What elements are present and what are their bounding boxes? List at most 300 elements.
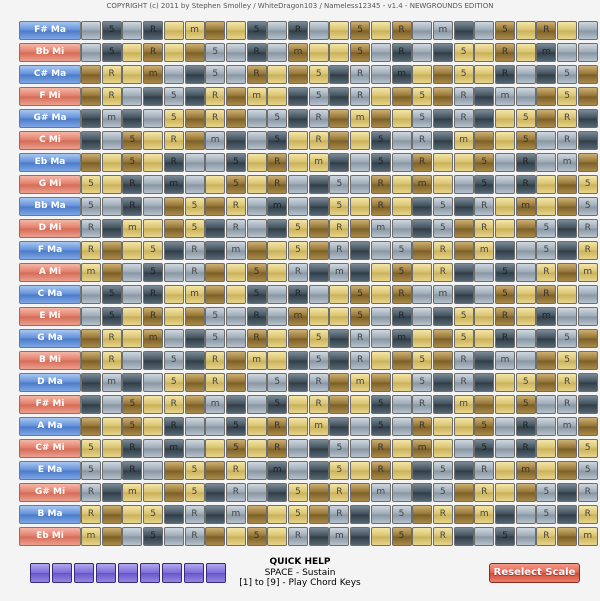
note-tile[interactable]: R xyxy=(309,131,329,150)
note-tile[interactable] xyxy=(371,21,391,40)
note-tile[interactable]: R xyxy=(143,285,163,304)
note-tile[interactable] xyxy=(433,395,453,414)
note-tile[interactable] xyxy=(102,417,122,436)
note-tile[interactable]: R xyxy=(412,131,432,150)
note-tile[interactable] xyxy=(392,153,412,172)
note-tile[interactable] xyxy=(350,263,370,282)
note-tile[interactable] xyxy=(392,109,412,128)
note-tile[interactable] xyxy=(557,263,577,282)
note-tile[interactable] xyxy=(433,307,453,326)
note-tile[interactable]: 5 xyxy=(267,373,287,392)
chord-row-label[interactable]: E Mi xyxy=(19,307,81,326)
note-tile[interactable]: m xyxy=(143,329,163,348)
note-tile[interactable] xyxy=(578,21,598,40)
note-tile[interactable] xyxy=(102,153,122,172)
note-tile[interactable]: R xyxy=(81,483,101,502)
note-tile[interactable] xyxy=(205,263,225,282)
note-tile[interactable]: m xyxy=(392,329,412,348)
note-tile[interactable] xyxy=(392,175,412,194)
note-tile[interactable] xyxy=(433,373,453,392)
note-tile[interactable]: 5 xyxy=(164,351,184,370)
note-tile[interactable] xyxy=(371,373,391,392)
note-tile[interactable] xyxy=(454,439,474,458)
note-tile[interactable]: R xyxy=(329,219,349,238)
chord-key-5[interactable] xyxy=(118,563,138,583)
note-tile[interactable] xyxy=(516,285,536,304)
note-tile[interactable]: R xyxy=(185,527,205,546)
note-tile[interactable] xyxy=(309,197,329,216)
note-tile[interactable] xyxy=(288,197,308,216)
note-tile[interactable]: R xyxy=(102,65,122,84)
note-tile[interactable] xyxy=(557,21,577,40)
note-tile[interactable] xyxy=(164,43,184,62)
note-tile[interactable] xyxy=(143,87,163,106)
chord-row-label[interactable]: A Mi xyxy=(19,263,81,282)
note-tile[interactable] xyxy=(205,285,225,304)
note-tile[interactable] xyxy=(288,131,308,150)
note-tile[interactable]: R xyxy=(309,373,329,392)
note-tile[interactable] xyxy=(122,307,142,326)
note-tile[interactable] xyxy=(371,43,391,62)
note-tile[interactable]: R xyxy=(536,527,556,546)
note-tile[interactable]: 5 xyxy=(329,197,349,216)
note-tile[interactable] xyxy=(267,483,287,502)
note-tile[interactable] xyxy=(102,527,122,546)
note-tile[interactable] xyxy=(392,395,412,414)
note-tile[interactable] xyxy=(433,329,453,348)
note-tile[interactable]: m xyxy=(454,395,474,414)
note-tile[interactable] xyxy=(371,329,391,348)
note-tile[interactable] xyxy=(205,197,225,216)
note-tile[interactable]: R xyxy=(578,505,598,524)
note-tile[interactable] xyxy=(578,109,598,128)
note-tile[interactable]: 5 xyxy=(164,87,184,106)
note-tile[interactable] xyxy=(288,65,308,84)
note-tile[interactable]: R xyxy=(350,351,370,370)
note-tile[interactable]: m xyxy=(288,307,308,326)
note-tile[interactable]: 5 xyxy=(205,65,225,84)
chord-row-label[interactable]: C# Mi xyxy=(19,439,81,458)
note-tile[interactable] xyxy=(267,505,287,524)
note-tile[interactable] xyxy=(309,439,329,458)
note-tile[interactable] xyxy=(557,175,577,194)
note-tile[interactable] xyxy=(185,87,205,106)
note-tile[interactable] xyxy=(578,329,598,348)
note-tile[interactable]: R xyxy=(371,461,391,480)
note-tile[interactable]: 5 xyxy=(516,395,536,414)
note-tile[interactable] xyxy=(102,439,122,458)
note-tile[interactable] xyxy=(350,461,370,480)
note-tile[interactable] xyxy=(495,175,515,194)
note-tile[interactable] xyxy=(454,197,474,216)
note-tile[interactable] xyxy=(267,65,287,84)
note-tile[interactable]: 5 xyxy=(288,505,308,524)
note-tile[interactable]: 5 xyxy=(371,153,391,172)
note-tile[interactable] xyxy=(143,175,163,194)
note-tile[interactable]: m xyxy=(205,131,225,150)
note-tile[interactable] xyxy=(247,153,267,172)
note-tile[interactable] xyxy=(122,21,142,40)
note-tile[interactable]: m xyxy=(557,417,577,436)
note-tile[interactable]: R xyxy=(454,373,474,392)
note-tile[interactable] xyxy=(309,461,329,480)
note-tile[interactable]: 5 xyxy=(454,43,474,62)
note-tile[interactable] xyxy=(164,307,184,326)
note-tile[interactable] xyxy=(288,373,308,392)
note-tile[interactable] xyxy=(371,263,391,282)
note-tile[interactable] xyxy=(81,153,101,172)
note-tile[interactable] xyxy=(350,395,370,414)
note-tile[interactable] xyxy=(164,219,184,238)
note-tile[interactable] xyxy=(578,285,598,304)
note-tile[interactable]: 5 xyxy=(185,483,205,502)
note-tile[interactable]: m xyxy=(350,109,370,128)
note-tile[interactable] xyxy=(122,65,142,84)
note-tile[interactable]: R xyxy=(433,263,453,282)
note-tile[interactable] xyxy=(474,307,494,326)
note-tile[interactable]: R xyxy=(122,197,142,216)
note-tile[interactable] xyxy=(205,175,225,194)
note-tile[interactable]: m xyxy=(412,175,432,194)
note-tile[interactable]: 5 xyxy=(102,43,122,62)
note-tile[interactable] xyxy=(247,373,267,392)
chord-key-9[interactable] xyxy=(206,563,226,583)
note-tile[interactable] xyxy=(536,461,556,480)
note-tile[interactable]: 5 xyxy=(226,439,246,458)
chord-row-label[interactable]: D Ma xyxy=(19,373,81,392)
note-tile[interactable] xyxy=(143,395,163,414)
note-tile[interactable] xyxy=(81,43,101,62)
note-tile[interactable]: 5 xyxy=(81,197,101,216)
note-tile[interactable] xyxy=(371,527,391,546)
note-tile[interactable]: R xyxy=(267,439,287,458)
note-tile[interactable] xyxy=(578,153,598,172)
note-tile[interactable] xyxy=(122,263,142,282)
note-tile[interactable] xyxy=(267,285,287,304)
note-tile[interactable]: R xyxy=(247,307,267,326)
note-tile[interactable] xyxy=(143,153,163,172)
note-tile[interactable] xyxy=(309,219,329,238)
note-tile[interactable] xyxy=(288,175,308,194)
note-tile[interactable] xyxy=(122,285,142,304)
note-tile[interactable] xyxy=(185,43,205,62)
note-tile[interactable] xyxy=(536,109,556,128)
note-tile[interactable]: R xyxy=(185,241,205,260)
note-tile[interactable]: R xyxy=(495,43,515,62)
note-tile[interactable]: 5 xyxy=(143,263,163,282)
note-tile[interactable]: m xyxy=(81,527,101,546)
note-tile[interactable] xyxy=(226,263,246,282)
note-tile[interactable]: R xyxy=(205,109,225,128)
chord-key-4[interactable] xyxy=(96,563,116,583)
note-tile[interactable] xyxy=(267,263,287,282)
note-tile[interactable]: m xyxy=(205,395,225,414)
note-tile[interactable] xyxy=(164,483,184,502)
note-tile[interactable] xyxy=(226,307,246,326)
note-tile[interactable] xyxy=(329,153,349,172)
note-tile[interactable]: 5 xyxy=(433,483,453,502)
note-tile[interactable] xyxy=(454,527,474,546)
note-tile[interactable]: m xyxy=(247,87,267,106)
note-tile[interactable]: R xyxy=(226,197,246,216)
note-tile[interactable]: m xyxy=(433,285,453,304)
note-tile[interactable]: R xyxy=(392,285,412,304)
note-tile[interactable] xyxy=(536,329,556,348)
note-tile[interactable] xyxy=(164,527,184,546)
note-tile[interactable]: 5 xyxy=(309,87,329,106)
note-tile[interactable]: 5 xyxy=(474,175,494,194)
note-tile[interactable] xyxy=(350,219,370,238)
note-tile[interactable] xyxy=(205,527,225,546)
note-tile[interactable]: R xyxy=(205,87,225,106)
chord-row-label[interactable]: C# Ma xyxy=(19,65,81,84)
note-tile[interactable] xyxy=(164,21,184,40)
note-tile[interactable] xyxy=(226,43,246,62)
note-tile[interactable] xyxy=(185,65,205,84)
note-tile[interactable]: 5 xyxy=(578,175,598,194)
note-tile[interactable] xyxy=(226,285,246,304)
chord-row-label[interactable]: F Ma xyxy=(19,241,81,260)
note-tile[interactable] xyxy=(309,241,329,260)
chord-row-label[interactable]: C Mi xyxy=(19,131,81,150)
note-tile[interactable] xyxy=(122,527,142,546)
note-tile[interactable] xyxy=(516,329,536,348)
note-tile[interactable] xyxy=(495,153,515,172)
note-tile[interactable] xyxy=(329,395,349,414)
note-tile[interactable] xyxy=(164,65,184,84)
note-tile[interactable] xyxy=(454,21,474,40)
note-tile[interactable] xyxy=(329,109,349,128)
note-tile[interactable]: m xyxy=(267,461,287,480)
note-tile[interactable] xyxy=(102,461,122,480)
note-tile[interactable] xyxy=(495,439,515,458)
note-tile[interactable]: 5 xyxy=(329,439,349,458)
note-tile[interactable]: R xyxy=(454,87,474,106)
note-tile[interactable] xyxy=(226,131,246,150)
chord-row-label[interactable]: Eb Mi xyxy=(19,527,81,546)
note-tile[interactable] xyxy=(495,417,515,436)
note-tile[interactable] xyxy=(288,109,308,128)
note-tile[interactable] xyxy=(205,461,225,480)
note-tile[interactable] xyxy=(122,109,142,128)
note-tile[interactable]: R xyxy=(205,351,225,370)
note-tile[interactable]: 5 xyxy=(226,175,246,194)
note-tile[interactable]: R xyxy=(557,395,577,414)
note-tile[interactable] xyxy=(536,131,556,150)
note-tile[interactable] xyxy=(205,153,225,172)
note-tile[interactable] xyxy=(474,131,494,150)
note-tile[interactable]: R xyxy=(164,395,184,414)
note-tile[interactable] xyxy=(433,153,453,172)
note-tile[interactable] xyxy=(164,241,184,260)
chord-row-label[interactable]: Eb Ma xyxy=(19,153,81,172)
chord-row-label[interactable]: A Ma xyxy=(19,417,81,436)
note-tile[interactable]: 5 xyxy=(371,417,391,436)
note-tile[interactable] xyxy=(226,21,246,40)
note-tile[interactable] xyxy=(288,439,308,458)
note-tile[interactable]: 5 xyxy=(164,109,184,128)
note-tile[interactable]: R xyxy=(392,307,412,326)
chord-row-label[interactable]: F# Ma xyxy=(19,21,81,40)
note-tile[interactable]: 5 xyxy=(392,527,412,546)
note-tile[interactable] xyxy=(309,527,329,546)
note-tile[interactable] xyxy=(164,505,184,524)
note-tile[interactable] xyxy=(329,351,349,370)
note-tile[interactable] xyxy=(371,65,391,84)
note-tile[interactable]: m xyxy=(557,153,577,172)
note-tile[interactable] xyxy=(578,373,598,392)
note-tile[interactable] xyxy=(350,527,370,546)
note-tile[interactable] xyxy=(474,263,494,282)
note-tile[interactable]: 5 xyxy=(433,219,453,238)
chord-key-6[interactable] xyxy=(140,563,160,583)
note-tile[interactable]: R xyxy=(185,263,205,282)
note-tile[interactable] xyxy=(288,329,308,348)
note-tile[interactable] xyxy=(81,285,101,304)
note-tile[interactable] xyxy=(329,329,349,348)
note-tile[interactable]: R xyxy=(578,241,598,260)
note-tile[interactable] xyxy=(226,395,246,414)
note-tile[interactable] xyxy=(495,483,515,502)
note-tile[interactable]: R xyxy=(495,307,515,326)
note-tile[interactable] xyxy=(247,131,267,150)
note-tile[interactable] xyxy=(81,307,101,326)
note-tile[interactable] xyxy=(474,65,494,84)
chord-row-label[interactable]: F Mi xyxy=(19,87,81,106)
note-tile[interactable] xyxy=(433,417,453,436)
note-tile[interactable] xyxy=(226,351,246,370)
note-tile[interactable] xyxy=(495,197,515,216)
note-tile[interactable]: 5 xyxy=(495,527,515,546)
note-tile[interactable] xyxy=(329,21,349,40)
note-tile[interactable] xyxy=(536,439,556,458)
note-tile[interactable]: R xyxy=(536,285,556,304)
note-tile[interactable] xyxy=(474,329,494,348)
note-tile[interactable]: 5 xyxy=(288,241,308,260)
note-tile[interactable]: 5 xyxy=(516,109,536,128)
note-tile[interactable] xyxy=(81,87,101,106)
note-tile[interactable] xyxy=(392,483,412,502)
note-tile[interactable] xyxy=(557,241,577,260)
note-tile[interactable]: 5 xyxy=(267,395,287,414)
note-tile[interactable]: 5 xyxy=(536,505,556,524)
note-tile[interactable]: R xyxy=(164,131,184,150)
note-tile[interactable] xyxy=(226,373,246,392)
note-tile[interactable] xyxy=(392,439,412,458)
note-tile[interactable] xyxy=(81,351,101,370)
note-tile[interactable]: 5 xyxy=(122,395,142,414)
note-tile[interactable] xyxy=(309,285,329,304)
note-tile[interactable] xyxy=(536,395,556,414)
chord-row-label[interactable]: E Ma xyxy=(19,461,81,480)
chord-row-label[interactable]: Bb Ma xyxy=(19,197,81,216)
note-tile[interactable]: R xyxy=(102,329,122,348)
chord-key-2[interactable] xyxy=(52,563,72,583)
note-tile[interactable] xyxy=(288,417,308,436)
note-tile[interactable] xyxy=(267,219,287,238)
note-tile[interactable] xyxy=(309,483,329,502)
note-tile[interactable] xyxy=(516,505,536,524)
note-tile[interactable]: R xyxy=(350,65,370,84)
note-tile[interactable] xyxy=(226,109,246,128)
note-tile[interactable] xyxy=(247,417,267,436)
chord-row-label[interactable]: B Mi xyxy=(19,351,81,370)
note-tile[interactable]: 5 xyxy=(81,439,101,458)
chord-key-3[interactable] xyxy=(74,563,94,583)
note-tile[interactable]: R xyxy=(474,197,494,216)
note-tile[interactable] xyxy=(454,153,474,172)
note-tile[interactable]: m xyxy=(309,153,329,172)
note-tile[interactable] xyxy=(205,505,225,524)
note-tile[interactable]: R xyxy=(288,527,308,546)
note-tile[interactable]: 5 xyxy=(516,131,536,150)
note-tile[interactable]: 5 xyxy=(267,109,287,128)
note-tile[interactable]: R xyxy=(392,21,412,40)
note-tile[interactable] xyxy=(267,87,287,106)
note-tile[interactable] xyxy=(143,417,163,436)
note-tile[interactable]: m xyxy=(164,175,184,194)
note-tile[interactable]: 5 xyxy=(557,65,577,84)
note-tile[interactable] xyxy=(309,175,329,194)
note-tile[interactable] xyxy=(412,285,432,304)
note-tile[interactable]: 5 xyxy=(350,285,370,304)
note-tile[interactable]: 5 xyxy=(350,21,370,40)
note-tile[interactable]: 5 xyxy=(205,329,225,348)
note-tile[interactable] xyxy=(329,417,349,436)
note-tile[interactable]: R xyxy=(371,175,391,194)
note-tile[interactable]: m xyxy=(185,21,205,40)
note-tile[interactable] xyxy=(102,175,122,194)
note-tile[interactable] xyxy=(185,351,205,370)
note-tile[interactable]: R xyxy=(164,153,184,172)
note-tile[interactable]: R xyxy=(474,461,494,480)
note-tile[interactable] xyxy=(557,219,577,238)
note-tile[interactable]: 5 xyxy=(350,43,370,62)
note-tile[interactable]: R xyxy=(516,417,536,436)
note-tile[interactable]: R xyxy=(143,21,163,40)
note-tile[interactable] xyxy=(454,241,474,260)
note-tile[interactable] xyxy=(392,373,412,392)
note-tile[interactable]: 5 xyxy=(412,373,432,392)
note-tile[interactable] xyxy=(536,417,556,436)
note-tile[interactable]: R xyxy=(371,439,391,458)
note-tile[interactable]: m xyxy=(226,505,246,524)
note-tile[interactable] xyxy=(247,241,267,260)
note-tile[interactable]: m xyxy=(495,351,515,370)
note-tile[interactable] xyxy=(164,329,184,348)
note-tile[interactable]: R xyxy=(267,175,287,194)
note-tile[interactable] xyxy=(205,439,225,458)
note-tile[interactable]: R xyxy=(412,153,432,172)
note-tile[interactable] xyxy=(329,307,349,326)
note-tile[interactable]: 5 xyxy=(371,131,391,150)
note-tile[interactable]: 5 xyxy=(143,527,163,546)
note-tile[interactable]: R xyxy=(350,87,370,106)
note-tile[interactable] xyxy=(412,43,432,62)
note-tile[interactable] xyxy=(433,65,453,84)
note-tile[interactable]: m xyxy=(474,505,494,524)
note-tile[interactable] xyxy=(371,109,391,128)
note-tile[interactable]: 5 xyxy=(143,505,163,524)
note-tile[interactable] xyxy=(578,87,598,106)
note-tile[interactable] xyxy=(185,439,205,458)
note-tile[interactable]: m xyxy=(516,461,536,480)
note-tile[interactable] xyxy=(267,307,287,326)
note-tile[interactable] xyxy=(516,21,536,40)
note-tile[interactable]: R xyxy=(247,329,267,348)
note-tile[interactable] xyxy=(454,483,474,502)
note-tile[interactable] xyxy=(454,175,474,194)
